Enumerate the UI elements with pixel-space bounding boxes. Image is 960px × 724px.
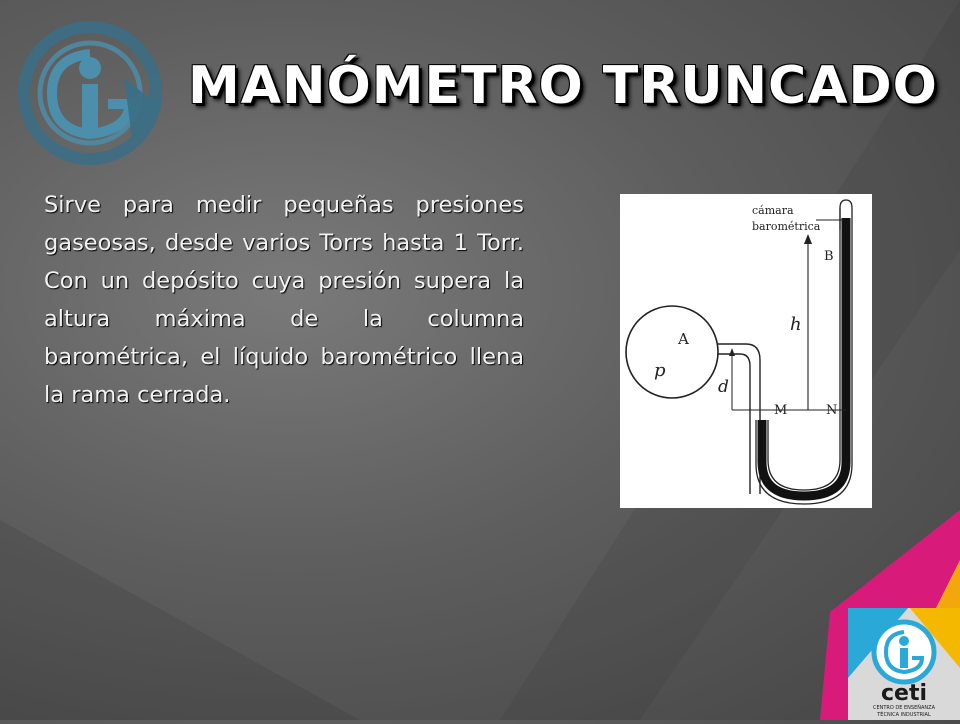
corner-logo-subtext-1: CENTRO DE ENSEÑANZA [872,705,936,711]
slide-title: MANÓMETRO TRUNCADO [188,56,938,116]
label-h: h [790,314,802,335]
label-b: B [824,249,834,264]
ceti-corner-logo-svg [848,608,960,720]
slide-paragraph: Sirve para medir pequeñas presiones gaseosas, desde varios Torrs hasta 1 Torr. Con un depósito cuya presión supera la altura máxima de la columna barométrica, el líquido barométrico llena la rama cerrada. [44,192,524,408]
label-chamber-2: barométrica [752,220,821,233]
label-p: p [654,360,666,381]
label-a: A [678,330,689,348]
manometer-diagram [620,194,872,508]
label-d: d [718,377,729,397]
corner-logo-text: ceti [880,681,928,706]
ceti-logo-icon [12,18,172,168]
reservoir-circle [626,306,718,398]
label-n: N [826,403,838,418]
ceti-corner-logo [848,608,960,720]
label-chamber-1: cámara [752,204,794,217]
manometer-diagram-svg [620,194,872,508]
label-m: M [774,403,788,418]
corner-logo-subtext-2: TÉCNICA INDUSTRIAL [877,712,931,718]
